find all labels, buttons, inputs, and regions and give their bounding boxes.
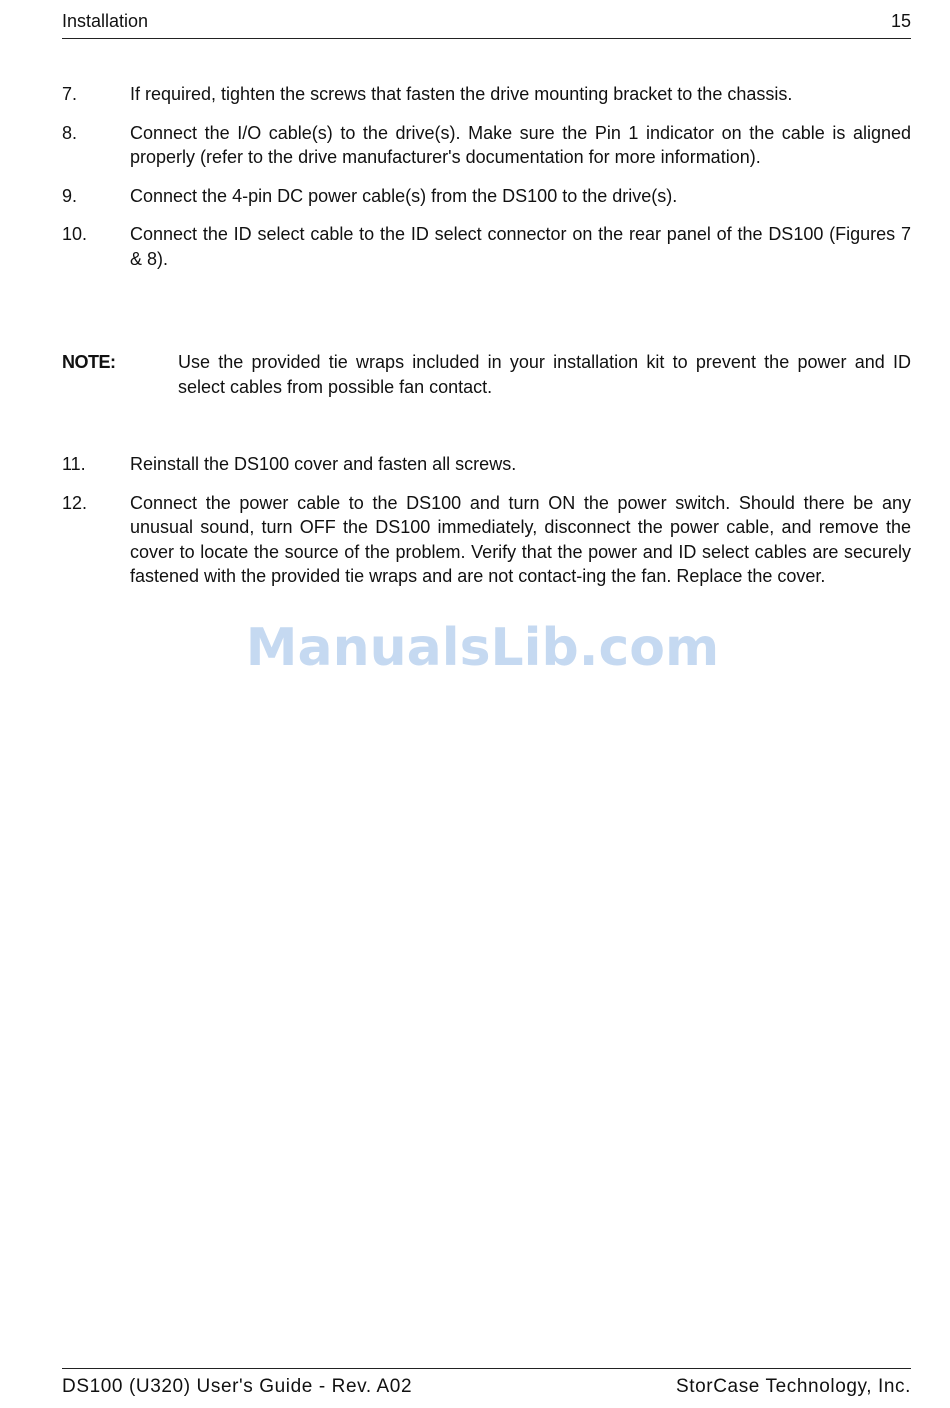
step-number: 12.: [62, 492, 88, 513]
note-block: [62, 350, 911, 399]
step-number: 7.: [62, 84, 78, 104]
step-text: Reinstall the DS100 cover and fasten all screws.: [130, 454, 517, 474]
step-number: 8.: [62, 122, 78, 143]
page-footer: [62, 1368, 911, 1401]
step-item: [62, 121, 911, 170]
steps-list-after-note: [62, 452, 911, 603]
page-header: [62, 10, 911, 39]
step-number: 9.: [62, 185, 78, 206]
steps-list-before-note: [62, 82, 911, 285]
note-label: NOTE:: [62, 352, 116, 372]
step-text: If required, tighten the screws that fasten the drive mounting bracket to the chassis.: [130, 84, 793, 104]
step-number: 10.: [62, 224, 88, 244]
note-text: Use the provided tie wraps included in your installation kit to prevent the power and ID select cables from possible fan contact.: [178, 352, 911, 397]
step-item: [62, 491, 911, 589]
step-item: [62, 184, 911, 209]
step-text: Connect the power cable to the DS100 and turn ON the power switch. Should there be any unusual sound, turn OFF the DS100 immediately, disconnect the power cable, and remove the cover to locate the source of the problem. Verify that the power and ID select cables are securely fastened with the provided tie wraps and are not contact-ing the fan. Replace the cover.: [130, 492, 911, 586]
footer-document-title: DS100 (U320) User's Guide - Rev. A02: [62, 1376, 413, 1397]
header-page-number: 15: [890, 11, 911, 31]
step-number: 11.: [62, 454, 86, 474]
step-item: [62, 452, 911, 477]
step-text: Connect the 4-pin DC power cable(s) from the DS100 to the drive(s).: [130, 185, 678, 206]
step-text: Connect the I/O cable(s) to the drive(s). Make sure the Pin 1 indicator on the cable is aligned properly (refer to the drive manufacturer's documentation for more information).: [130, 122, 911, 167]
header-section-title: Installation: [62, 11, 149, 31]
step-item: [62, 222, 911, 271]
watermark: ManualsLib.com: [245, 618, 720, 678]
footer-company-name: StorCase Technology, Inc.: [675, 1376, 911, 1397]
step-item: [62, 82, 911, 107]
step-text: Connect the ID select cable to the ID select connector on the rear panel of the DS100 (Figures 7 & 8).: [130, 224, 911, 269]
